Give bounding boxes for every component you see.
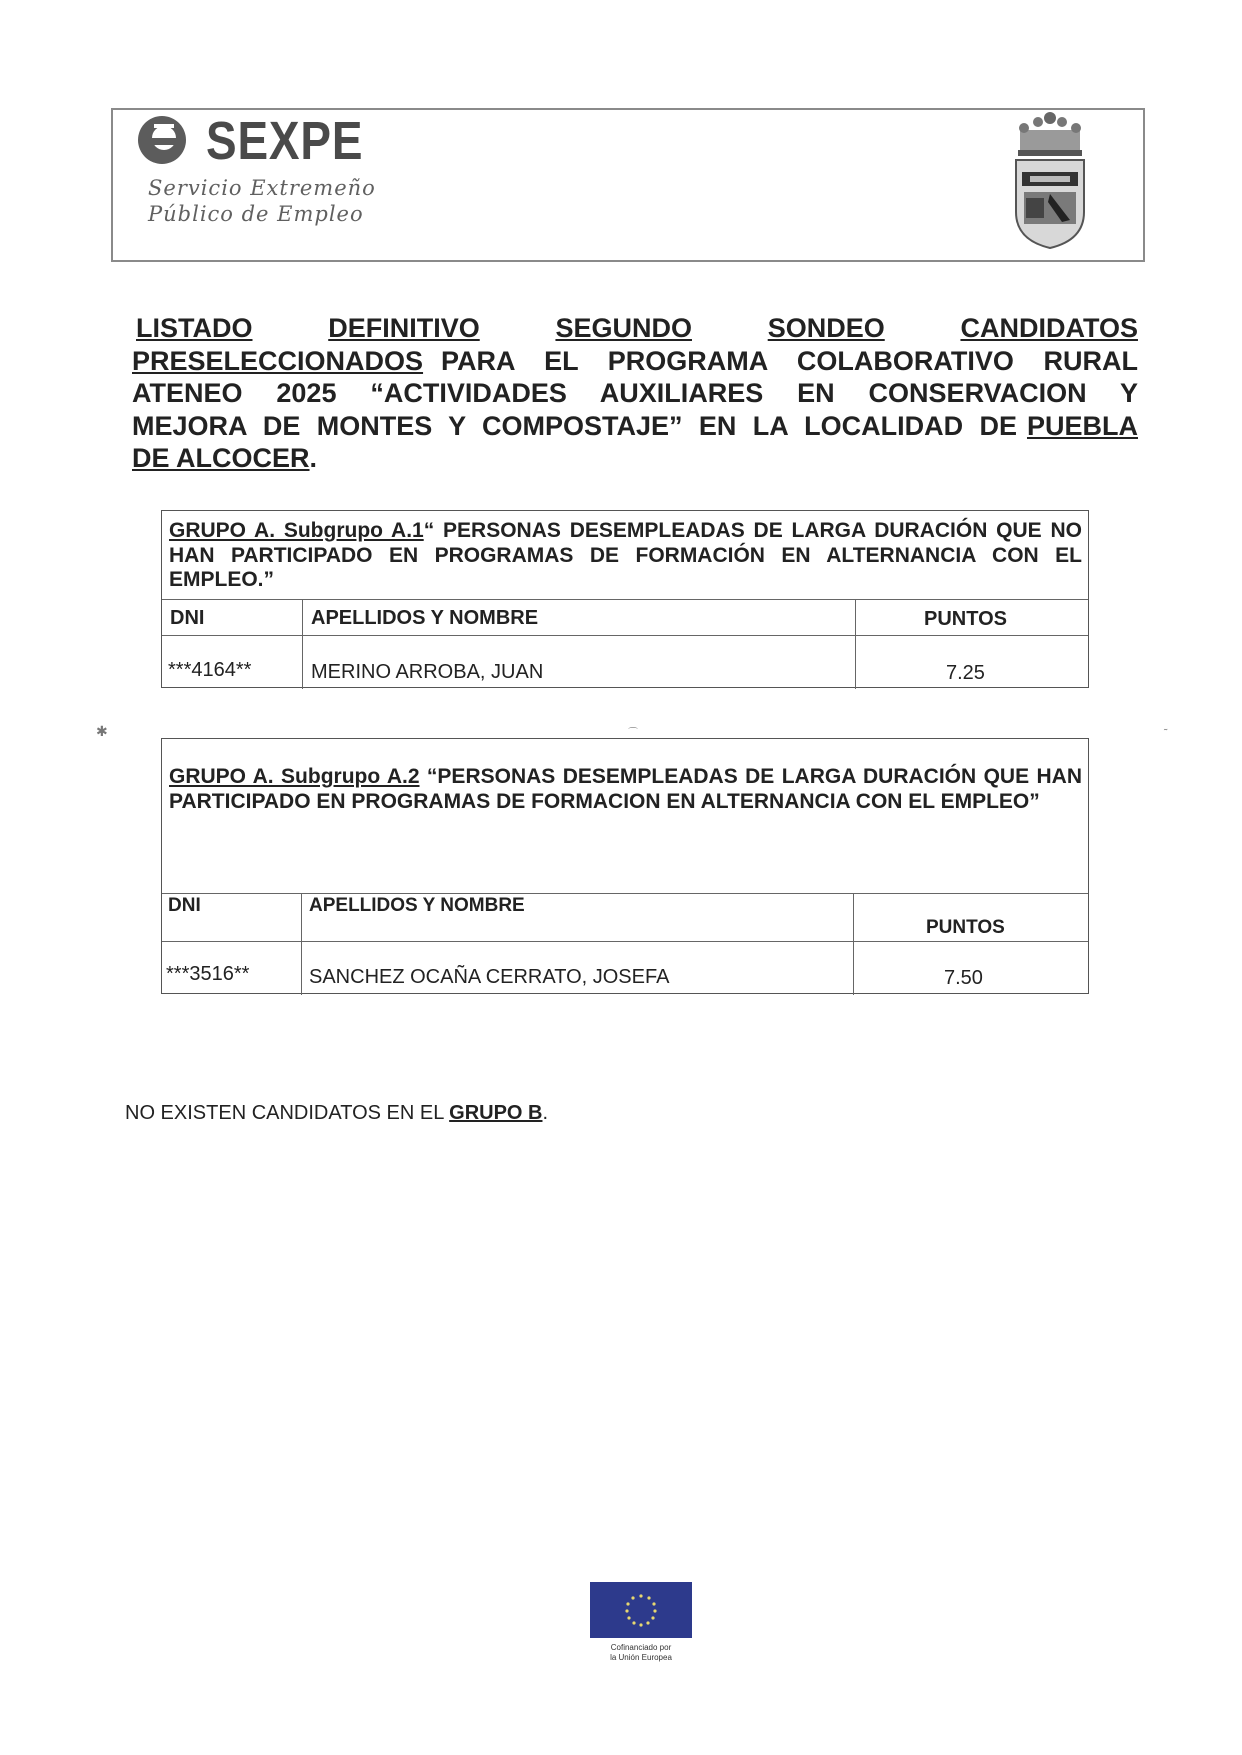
title-word-sondeo: SONDEO bbox=[767, 313, 885, 343]
title-line-2-rest: PARA EL PROGRAMA COLABORATIVO RURAL bbox=[441, 345, 1138, 376]
no-candidates-note: NO EXISTEN CANDIDATOS EN EL GRUPO B. bbox=[125, 1102, 549, 1124]
group-a1-caption bbox=[169, 519, 1082, 593]
title-line-4: MEJORA DE MONTES Y COMPOSTAJE” EN LA LOCALIDAD DE PUEBLA bbox=[132, 410, 1138, 441]
row-name: SANCHEZ OCAÑA CERRATO, JOSEFA bbox=[309, 966, 670, 988]
title-word-candidatos: CANDIDATOS bbox=[960, 313, 1138, 343]
title-word-segundo: SEGUNDO bbox=[555, 313, 692, 343]
row-points: 7.50 bbox=[944, 967, 983, 989]
eu-caption: Cofinanciado por la Unión Europea bbox=[610, 1643, 672, 1662]
page-title bbox=[132, 312, 1138, 475]
group-a1-table bbox=[161, 510, 1089, 688]
logo-wordmark: SEXPE bbox=[206, 111, 364, 171]
eu-flag-icon bbox=[590, 1582, 692, 1638]
title-word-preseleccionados: PRESELECCIONADOS bbox=[132, 345, 424, 376]
title-line-3: ATENEO 2025 “ACTIVIDADES AUXILIARES EN CONSERVACION Y bbox=[132, 378, 1138, 408]
title-line-5: DE ALCOCER. bbox=[132, 443, 318, 473]
eu-cofinancing-badge bbox=[590, 1582, 698, 1663]
column-header-dni: DNI bbox=[168, 895, 201, 916]
row-dni: ***3516** bbox=[166, 963, 250, 985]
coat-of-arms-icon bbox=[1010, 112, 1090, 252]
sexpe-emblem-icon bbox=[130, 110, 200, 170]
column-header-name: APELLIDOS Y NOMBRE bbox=[311, 607, 539, 629]
group-a2-table bbox=[161, 738, 1089, 994]
column-header-points: PUNTOS bbox=[926, 917, 1005, 938]
row-points: 7.25 bbox=[946, 662, 985, 684]
logo-tagline-2: Público de Empleo bbox=[148, 202, 364, 226]
sexpe-logo bbox=[130, 110, 390, 230]
group-a2-label: GRUPO A. Subgrupo A.2 bbox=[169, 765, 420, 788]
column-header-points: PUNTOS bbox=[924, 608, 1007, 630]
scan-speck: ✱ bbox=[96, 723, 108, 739]
row-name: MERINO ARROBA, JUAN bbox=[311, 661, 544, 683]
title-line-1 bbox=[132, 312, 1138, 345]
group-a1-label: GRUPO A. Subgrupo A.1 bbox=[169, 519, 424, 542]
logo-tagline-1: Servicio Extremeño bbox=[148, 176, 376, 200]
title-word-definitivo: DEFINITIVO bbox=[328, 313, 480, 343]
title-place-alcocer: DE ALCOCER bbox=[132, 443, 310, 473]
group-a2-description: “PERSONAS DESEMPLEADAS DE LARGA DURACIÓN QUE HAN PARTICIPADO EN PROGRAMAS DE FORMACION EN ALTERNANCIA CON EL EMPLEO” bbox=[169, 765, 1082, 813]
scan-speck: ⌒ bbox=[628, 728, 638, 739]
row-dni: ***4164** bbox=[168, 659, 252, 681]
group-a2-caption bbox=[169, 765, 1082, 814]
scan-speck: ˜ bbox=[1164, 728, 1168, 739]
group-a1-description: “ PERSONAS DESEMPLEADAS DE LARGA DURACIÓN QUE NO HAN PARTICIPADO EN PROGRAMAS DE FORMACIÓN EN ALTERNANCIA CON EL EMPLEO.” bbox=[169, 519, 1082, 591]
column-header-dni: DNI bbox=[170, 607, 205, 629]
title-place-puebla: PUEBLA bbox=[1026, 410, 1138, 441]
column-header-name: APELLIDOS Y NOMBRE bbox=[309, 895, 525, 916]
group-b-label: GRUPO B bbox=[449, 1102, 543, 1124]
title-word-listado: LISTADO bbox=[136, 313, 253, 343]
title-line-2 bbox=[132, 345, 1138, 378]
